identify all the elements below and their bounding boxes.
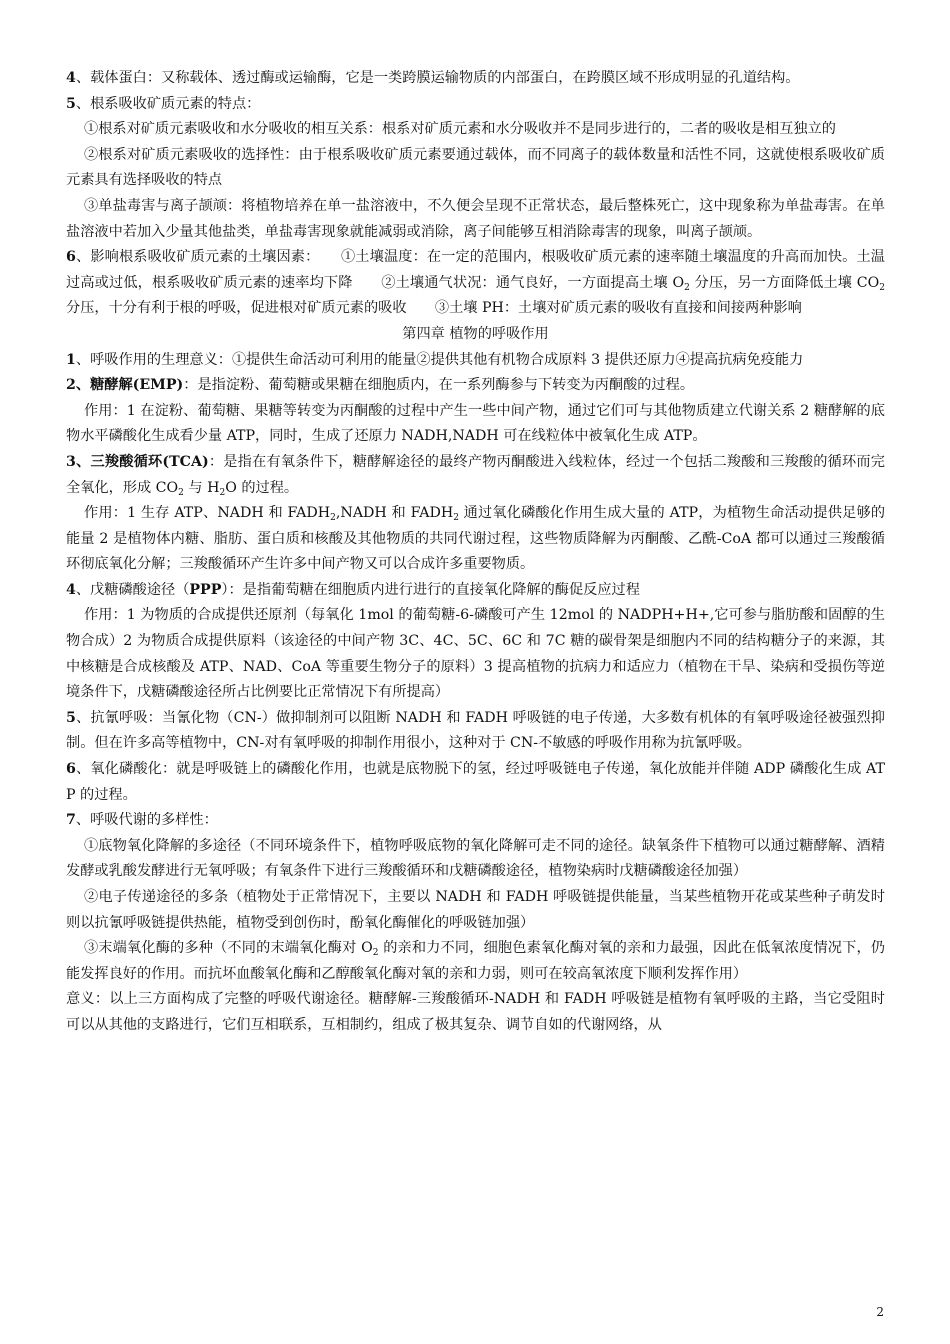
document-body	[66, 66, 885, 1039]
diversity-point-3-b: 的亲和力不同，细胞色素氧化酶对氧的亲和力最强，因此在低氧浓度情况下，仍能发挥良好的作用。而抗坏血酸氧化酶和乙醇酸氧化酶对氧的亲和力弱，则可在较高氧浓度下顺利发挥作用）	[66, 940, 885, 982]
diversity-point-2: ②电子传递途径的多条（植物处于正常情况下，主要以 NADH 和 FADH 呼吸链提供能量，当某些植物开花或某些种子萌发时则以抗氰呼吸链提供热能，植物受到创伤时，酚氧化酶催化的呼吸链加强）	[66, 889, 885, 931]
ppp-effect: 作用：1 为物质的合成提供还原剂（每氧化 1mol 的葡萄糖-6-磷酸可产生 12mol 的 NADPH+H+,它可参与脂肪酸和固醇的生物合成）2 为物质合成提供原料（该途径的中间产物 3C、4C、5C、6C 和 7C 糖的碳骨架是细胞内不同的结构糖分子的来源，其中核糖是合成核酸及 ATP、NAD、CoA 等重要生物分子的原料）3 提高植物的抗病力和适应力（植物在干旱、染病和受损伤等逆境条件下，戊糖磷酸途径所占比例要比正常情况下有所提高）	[66, 607, 885, 701]
tca-definition-c: O 的过程。	[225, 479, 299, 496]
subscript: 2	[330, 513, 336, 524]
item-number: 2	[66, 377, 76, 394]
ppp-term-c: ）：是指葡萄糖在细胞质内进行进行的直接氧化降解的酶促反应过程	[221, 581, 640, 598]
diversity-point-1: ①底物氧化降解的多途径（不同环境条件下，植物呼吸底物的氧化降解可走不同的途径。缺氧条件下植物可以通过糖酵解、酒精发酵或乳酸发酵进行无氧呼吸；有氧条件下进行三羧酸循环和戊糖磷酸途径，植物染病时戊糖磷酸途径加强）	[66, 837, 885, 880]
subscript: 2	[879, 282, 885, 293]
item-cyanide-resistant	[66, 706, 885, 757]
tca-effect-b: ,NADH 和 FADH	[335, 505, 454, 522]
item-number: 3	[66, 453, 76, 470]
item-number: 5	[66, 95, 76, 112]
item-number: 6	[66, 249, 76, 266]
item-pentose-phosphate	[66, 578, 885, 604]
item-number: 7	[66, 812, 76, 829]
glycolysis-effect: 作用：1 在淀粉、葡萄糖、果糖等转变为丙酮酸的过程中产生一些中间产物，通过它们可与其他物质建立代谢关系 2 糖酵解的底物水平磷酸化生成看少量 ATP，同时，生成了还原力 NADH,NADH 可在线粒体中被氧化生成 ATP。	[66, 402, 885, 445]
item-number: 1	[66, 351, 76, 368]
diversity-point-3	[66, 936, 885, 987]
glycolysis-definition: ：是指淀粉、葡萄糖或果糖在细胞质内，在一系列酶参与下转变为丙酮酸的过程。	[183, 377, 695, 394]
term-glycolysis: 、糖酵解(EMP)	[75, 377, 184, 394]
item-glycolysis	[66, 373, 885, 399]
item-text: 、抗氰呼吸：当氰化物（CN-）做抑制剂可以阻断 NADH 和 FADH 呼吸链的电子传递，大多数有机体的有氧呼吸途径被强烈抑制。但在许多高等植物中，CN-对有氧呼吸的抑制作用很小，这种对于 CN-不敏感的呼吸作用称为抗氰呼吸。	[66, 709, 885, 752]
subscript: 2	[684, 282, 690, 293]
soil-factors-text-a: 、影响根系吸收矿质元素的土壤因素： ①土壤温度：在一定的范围内，根吸收矿质元素的速率随土壤温度的升高而加快。土温过高或过低，根系吸收矿质元素的速率均下降 ②土壤通气状况：通气良好，一方面提高土壤 O	[66, 249, 885, 291]
tca-effect-a: 作用：1 生存 ATP、NADH 和 FADH	[84, 505, 331, 522]
tca-definition-b: 与 H	[183, 479, 220, 496]
item-number: 4	[66, 70, 76, 86]
item-text: 、载体蛋白：又称载体、透过酶或运输酶，它是一类跨膜运输物质的内部蛋白，在跨膜区域不形成明显的孔道结构。	[75, 70, 800, 86]
item-oxidative-phosphorylation	[66, 757, 885, 808]
root-absorption-point-2: ②根系对矿质元素吸收的选择性：由于根系吸收矿质元素要通过载体，而不同离子的载体数量和活性不同，这就使根系吸收矿质元素具有选择吸收的特点	[66, 146, 885, 189]
subscript: 2	[453, 513, 459, 524]
page-number: 2	[876, 1305, 884, 1319]
item-number: 6	[66, 761, 76, 778]
ppp-term-a: 、戊糖磷酸途径（	[75, 581, 190, 598]
item-text: 、氧化磷酸化：就是呼吸链上的磷酸化作用，也就是底物脱下的氢，经过呼吸链电子传递，氧化放能并伴随 ADP 磷酸化生成 ATP 的过程。	[66, 761, 885, 803]
item-carrier-protein	[66, 66, 885, 92]
soil-factors-text-c: 分压，十分有利于根的呼吸，促进根对矿质元素的吸收 ③土壤 PH：土壤对矿质元素的吸收有直接和间接两种影响	[66, 300, 802, 317]
item-heading: 、呼吸代谢的多样性：	[75, 812, 218, 829]
diversity-meaning: 意义：以上三方面构成了完整的呼吸代谢途径。糖酵解-三羧酸循环-NADH 和 FADH 呼吸链是植物有氧呼吸的主路，当它受阻时可以从其他的支路进行，它们互相联系，互相制约，组成了极其复杂、调节自如的代谢网络，从	[66, 991, 885, 1033]
subscript: 2	[372, 948, 379, 959]
chapter-title: 第四章 植物的呼吸作用	[402, 325, 549, 342]
root-absorption-point-3: ③单盐毒害与离子颉颃：将植物培养在单一盐溶液中，不久便会呈现不正常状态，最后整株死亡，这中现象称为单盐毒害。在单盐溶液中若加入少量其他盐类，单盐毒害现象就能减弱或消除，离子间能够互相消除毒害的现象，叫离子颉颃。	[66, 197, 885, 240]
item-root-absorption-heading	[66, 92, 885, 118]
subscript: 2	[178, 487, 184, 498]
subscript: 2	[219, 487, 226, 498]
root-absorption-point-1: ①根系对矿质元素吸收和水分吸收的相互关系：根系对矿质元素和水分吸收并不是同步进行的，二者的吸收是相互独立的	[84, 121, 836, 138]
ppp-term-b: PPP	[189, 581, 222, 598]
item-text: 、呼吸作用的生理意义：①提供生命活动可利用的能量②提供其他有机物合成原料 3 提供还原力④提高抗病免疫能力	[75, 351, 804, 368]
diversity-point-3-a: ③末端氧化酶的多种（不同的末端氧化酶对 O	[84, 940, 373, 957]
item-number: 5	[66, 709, 76, 726]
item-respiration-significance	[66, 348, 885, 374]
item-metabolic-diversity-heading	[66, 808, 885, 834]
item-soil-factors	[66, 245, 885, 322]
item-tca-cycle	[66, 450, 885, 501]
term-tca: 、三羧酸循环(TCA)	[75, 453, 209, 470]
item-number: 4	[66, 581, 76, 598]
tca-definition-a: ：是指在有氧条件下，糖酵解途径的最终产物丙酮酸进入线粒体，经过一个包括二羧酸和三羧酸的循环而完全氧化，形成 CO	[66, 453, 885, 496]
tca-effect	[66, 501, 885, 578]
soil-factors-text-b: 分压，另一方面降低土壤 CO	[689, 274, 880, 291]
tca-effect-c: 通过氧化磷酸化作用生成大量的 ATP，为植物生命活动提供足够的能量 2 是植物体内糖、脂肪、蛋白质和核酸及其他物质的共同代谢过程，这些物质降解为丙酮酸、乙酰-CoA 都可以通过三羧酸循环彻底氧化分解；三羧酸循环产生许多中间产物又可以合成许多重要物质。	[66, 505, 886, 573]
item-heading: 、根系吸收矿质元素的特点：	[75, 95, 261, 112]
